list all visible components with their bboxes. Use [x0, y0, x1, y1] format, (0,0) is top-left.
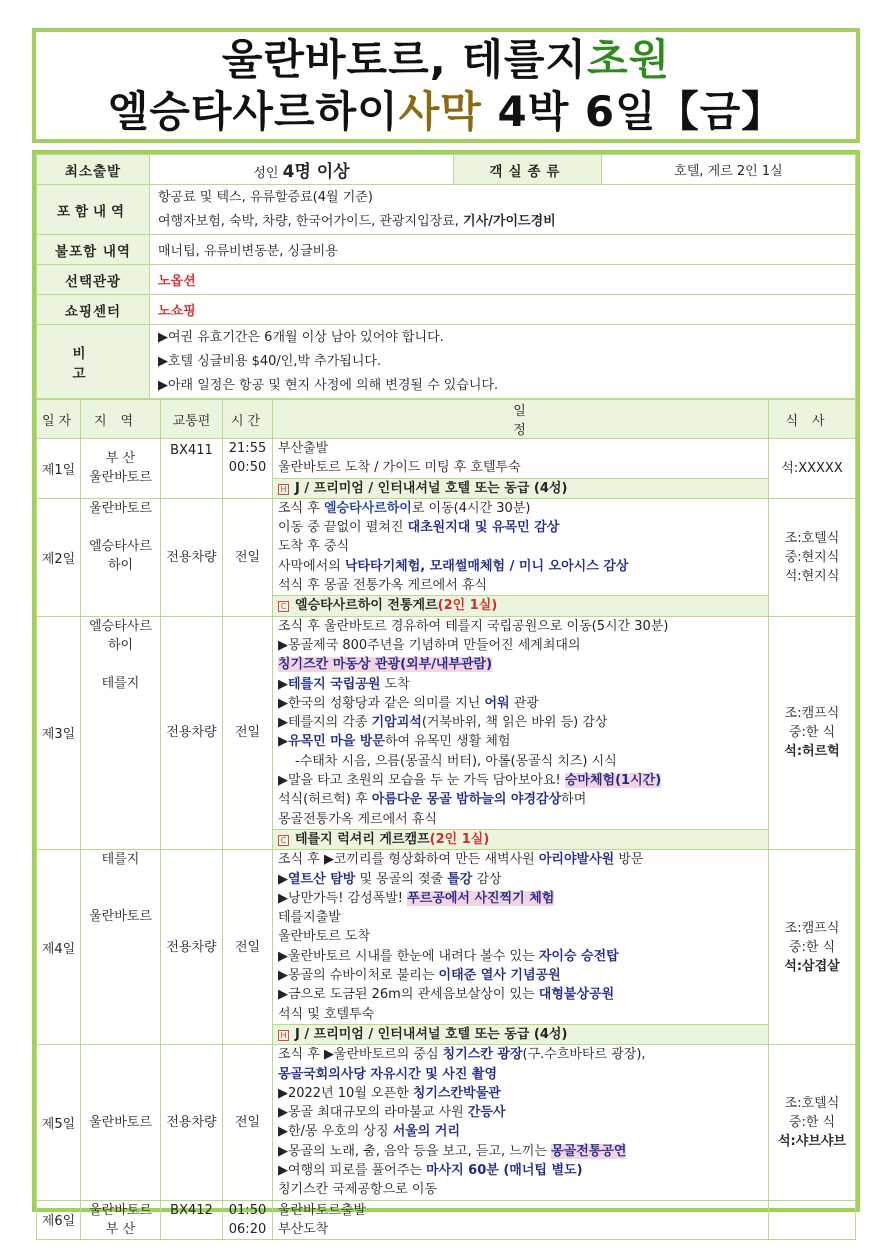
- min-departure-value: 성인 4명 이상: [150, 155, 454, 185]
- room-type-value: 호텔, 게르 2인 1실: [602, 155, 856, 185]
- meal: 석:XXXXX: [769, 439, 856, 499]
- meal: 조:호텔식 중:현지식 석:현지식: [769, 498, 856, 616]
- day-row: [37, 498, 856, 616]
- remarks-value: ▶여권 유효기간은 6개월 이상 남아 있어야 합니다. ▶호텔 싱글비용 $40/인,박 추가됩니다. ▶아래 일정은 항공 및 현지 사정에 의해 변경될 수 있습니다.: [150, 325, 856, 399]
- day-label: 제1일: [37, 439, 81, 499]
- day-label: 제4일: [37, 850, 81, 1045]
- transport: 전용차량: [161, 498, 223, 616]
- transport: 전용차량: [161, 616, 223, 850]
- shopping-label: 쇼핑센터: [37, 295, 150, 325]
- itinerary-table: [36, 399, 856, 1240]
- meal: 조:캠프식 중:한 식 석:허르헉: [769, 616, 856, 850]
- time: 전일: [223, 498, 273, 616]
- camp-line: C 엘승타사르하이 전통게르(2인 1실): [273, 595, 768, 615]
- day-label: 제6일: [37, 1200, 81, 1240]
- schedule: 조식 후 ▶울란바토르의 중심 칭기스칸 광장(구.수흐바타르 광장), 몽골국회의사당 자유시간 및 사진 촬영 ▶2022년 10월 오픈한 칭기스칸박물관 ▶몽골 최대규모의 라마불교 사원 간등사 ▶한/몽 우호의 상징 서울의 거리 ▶몽골의 노래, 춤, 음악 등을 보고, 듣고, 느끼는 몽골전통공연 ▶여행의 피로를 풀어주는 마사지 60분 (매너팁 별도) 칭기스칸 국제공항으로 이동: [273, 1045, 769, 1200]
- meal: 조:캠프식 중:한 식 석:삼겹살: [769, 850, 856, 1045]
- title-highlight-grassland: 초원: [587, 34, 671, 84]
- hotel-line: H J / 프리미엄 / 인터내셔널 호텔 또는 동급 (4성): [273, 1024, 768, 1044]
- room-type-label: 객실종류: [454, 155, 602, 185]
- hotel-icon: H: [278, 1030, 289, 1041]
- meal: 조:호텔식 중:한 식 석:샤브샤브: [769, 1045, 856, 1200]
- transport: 전용차량: [161, 1045, 223, 1200]
- header-place: 지역: [81, 400, 161, 439]
- day-label: 제3일: [37, 616, 81, 850]
- place: 울란바토르 엘승타사르 하이: [81, 498, 161, 616]
- camp-line: C 테를지 럭셔리 게르캠프(2인 1실): [273, 829, 768, 849]
- schedule: 조식 후 울란바토르 경유하여 테를지 국립공원으로 이동(5시간 30분) ▶몽골제국 800주년을 기념하며 만들어진 세계최대의 칭기즈칸 마동상 관광(외부/내부관람) ▶테를지 국립공원 도착 ▶한국의 성황당과 같은 의미를 지닌 어워 관광 ▶테를지의 각종 기암괴석(거북바위, 책 읽은 바위 등) 감상 ▶유목민 마을 방문하여 유목민 생활 체험 -수태차 시음, 으름(몽골식 버터), 아롤(몽골식 치즈) 시식 ▶말을 타고 초원의 모습을 두 눈 가득 담아보아요! 승마체험(1시간) 석식(허르헉) 후 아름다운 몽골 밤하늘의 야경감상하며 몽골전통가옥 게르에서 휴식 C 테를지 럭셔리 게르캠프(2인 1실): [273, 616, 769, 850]
- place: 엘승타사르 하이 테를지: [81, 616, 161, 850]
- include-label: 포함내역: [37, 185, 150, 235]
- option-tour-label: 선택관광: [37, 265, 150, 295]
- header-day: 일자: [37, 400, 81, 439]
- day-label: 제5일: [37, 1045, 81, 1200]
- min-departure-label: 최소출발: [37, 155, 150, 185]
- option-tour-value: 노옵션: [150, 265, 856, 295]
- place: 테를지 울란바토르: [81, 850, 161, 1045]
- time: 01:50 06:20: [223, 1200, 273, 1240]
- header-schedule: 일 정: [273, 400, 769, 439]
- camp-icon: C: [278, 601, 289, 612]
- time: 전일: [223, 850, 273, 1045]
- time: 전일: [223, 616, 273, 850]
- header-meal: 식사: [769, 400, 856, 439]
- remarks-label: 비 고: [37, 325, 150, 399]
- itinerary-header: [37, 400, 856, 439]
- place: 울란바토르 부 산: [81, 1200, 161, 1240]
- day-label: 제2일: [37, 498, 81, 616]
- title-line-2: [108, 86, 785, 138]
- day-row: [37, 439, 856, 499]
- place: 부 산 울란바토르: [81, 439, 161, 499]
- shopping-value: 노쇼핑: [150, 295, 856, 325]
- time: 전일: [223, 1045, 273, 1200]
- transport: BX411: [161, 439, 223, 499]
- title-highlight-desert: 사막: [398, 86, 482, 136]
- title-text: 엘승타사르하이: [107, 86, 399, 136]
- day-row: [37, 1045, 856, 1200]
- include-value: 항공료 및 텍스, 유류할증료(4월 기준) 여행자보험, 숙박, 차량, 한국어가이드, 관광지입장료, 기사/가이드경비: [150, 185, 856, 235]
- place: 울란바토르: [81, 1045, 161, 1200]
- day-row: [37, 616, 856, 850]
- schedule: 조식 후 엘승타사르하이로 이동(4시간 30분) 이동 중 끝없이 펼쳐진 대초원지대 및 유목민 감상 도착 후 중식 사막에서의 낙타타기체험, 모래썰매체험 / 미니 오아시스 감상 석식 후 몽골 전통가옥 게르에서 휴식 C 엘승타사르하이 전통게르(2인 1실): [273, 498, 769, 616]
- transport: BX412: [161, 1200, 223, 1240]
- schedule: 조식 후 ▶코끼리를 형상화하여 만든 새벽사원 아리야발사원 방문 ▶열트산 탐방 및 몽골의 젖줄 톨강 감상 ▶낭만가득! 감성폭발! 푸르공에서 사진찍기 체험 테를지출발 울란바토르 도착 ▶울란바토르 시내를 한눈에 내려다 볼수 있는 자이승 승전탑 ▶몽골의 슈바이처로 불리는 이태준 열사 기념공원 ▶금으로 도금된 26m의 관세음보살상이 있는 대형불상공원 석식 및 호텔투숙 H J / 프리미엄 / 인터내셔널 호텔 또는 동급 (4성): [273, 850, 769, 1045]
- time: 21:55 00:50: [223, 439, 273, 499]
- exclude-value: 매너팁, 유류비변동분, 싱글비용: [150, 235, 856, 265]
- header-transport: 교통편: [161, 400, 223, 439]
- day-row: [37, 1200, 856, 1240]
- title-text: 울란바토르, 테를지: [221, 34, 587, 84]
- itinerary-sheet: [32, 150, 860, 1237]
- schedule: 울란바토르출발 부산도착: [273, 1200, 769, 1240]
- meal: [769, 1200, 856, 1240]
- title-box: [32, 28, 860, 143]
- day-row: [37, 850, 856, 1045]
- hotel-line: H J / 프리미엄 / 인터내셔널 호텔 또는 동급 (4성): [273, 478, 768, 498]
- transport: 전용차량: [161, 850, 223, 1045]
- header-time: 시간: [223, 400, 273, 439]
- hotel-icon: H: [278, 484, 289, 495]
- title-duration: 4박 6일【금】: [481, 86, 785, 136]
- camp-icon: C: [278, 835, 289, 846]
- exclude-label: 불포함 내역: [37, 235, 150, 265]
- title-line-1: [222, 34, 670, 86]
- info-table: [36, 154, 856, 399]
- schedule: 부산출발 울란바토르 도착 / 가이드 미팅 후 호텔투숙 H J / 프리미엄 / 인터내셔널 호텔 또는 동급 (4성): [273, 439, 769, 499]
